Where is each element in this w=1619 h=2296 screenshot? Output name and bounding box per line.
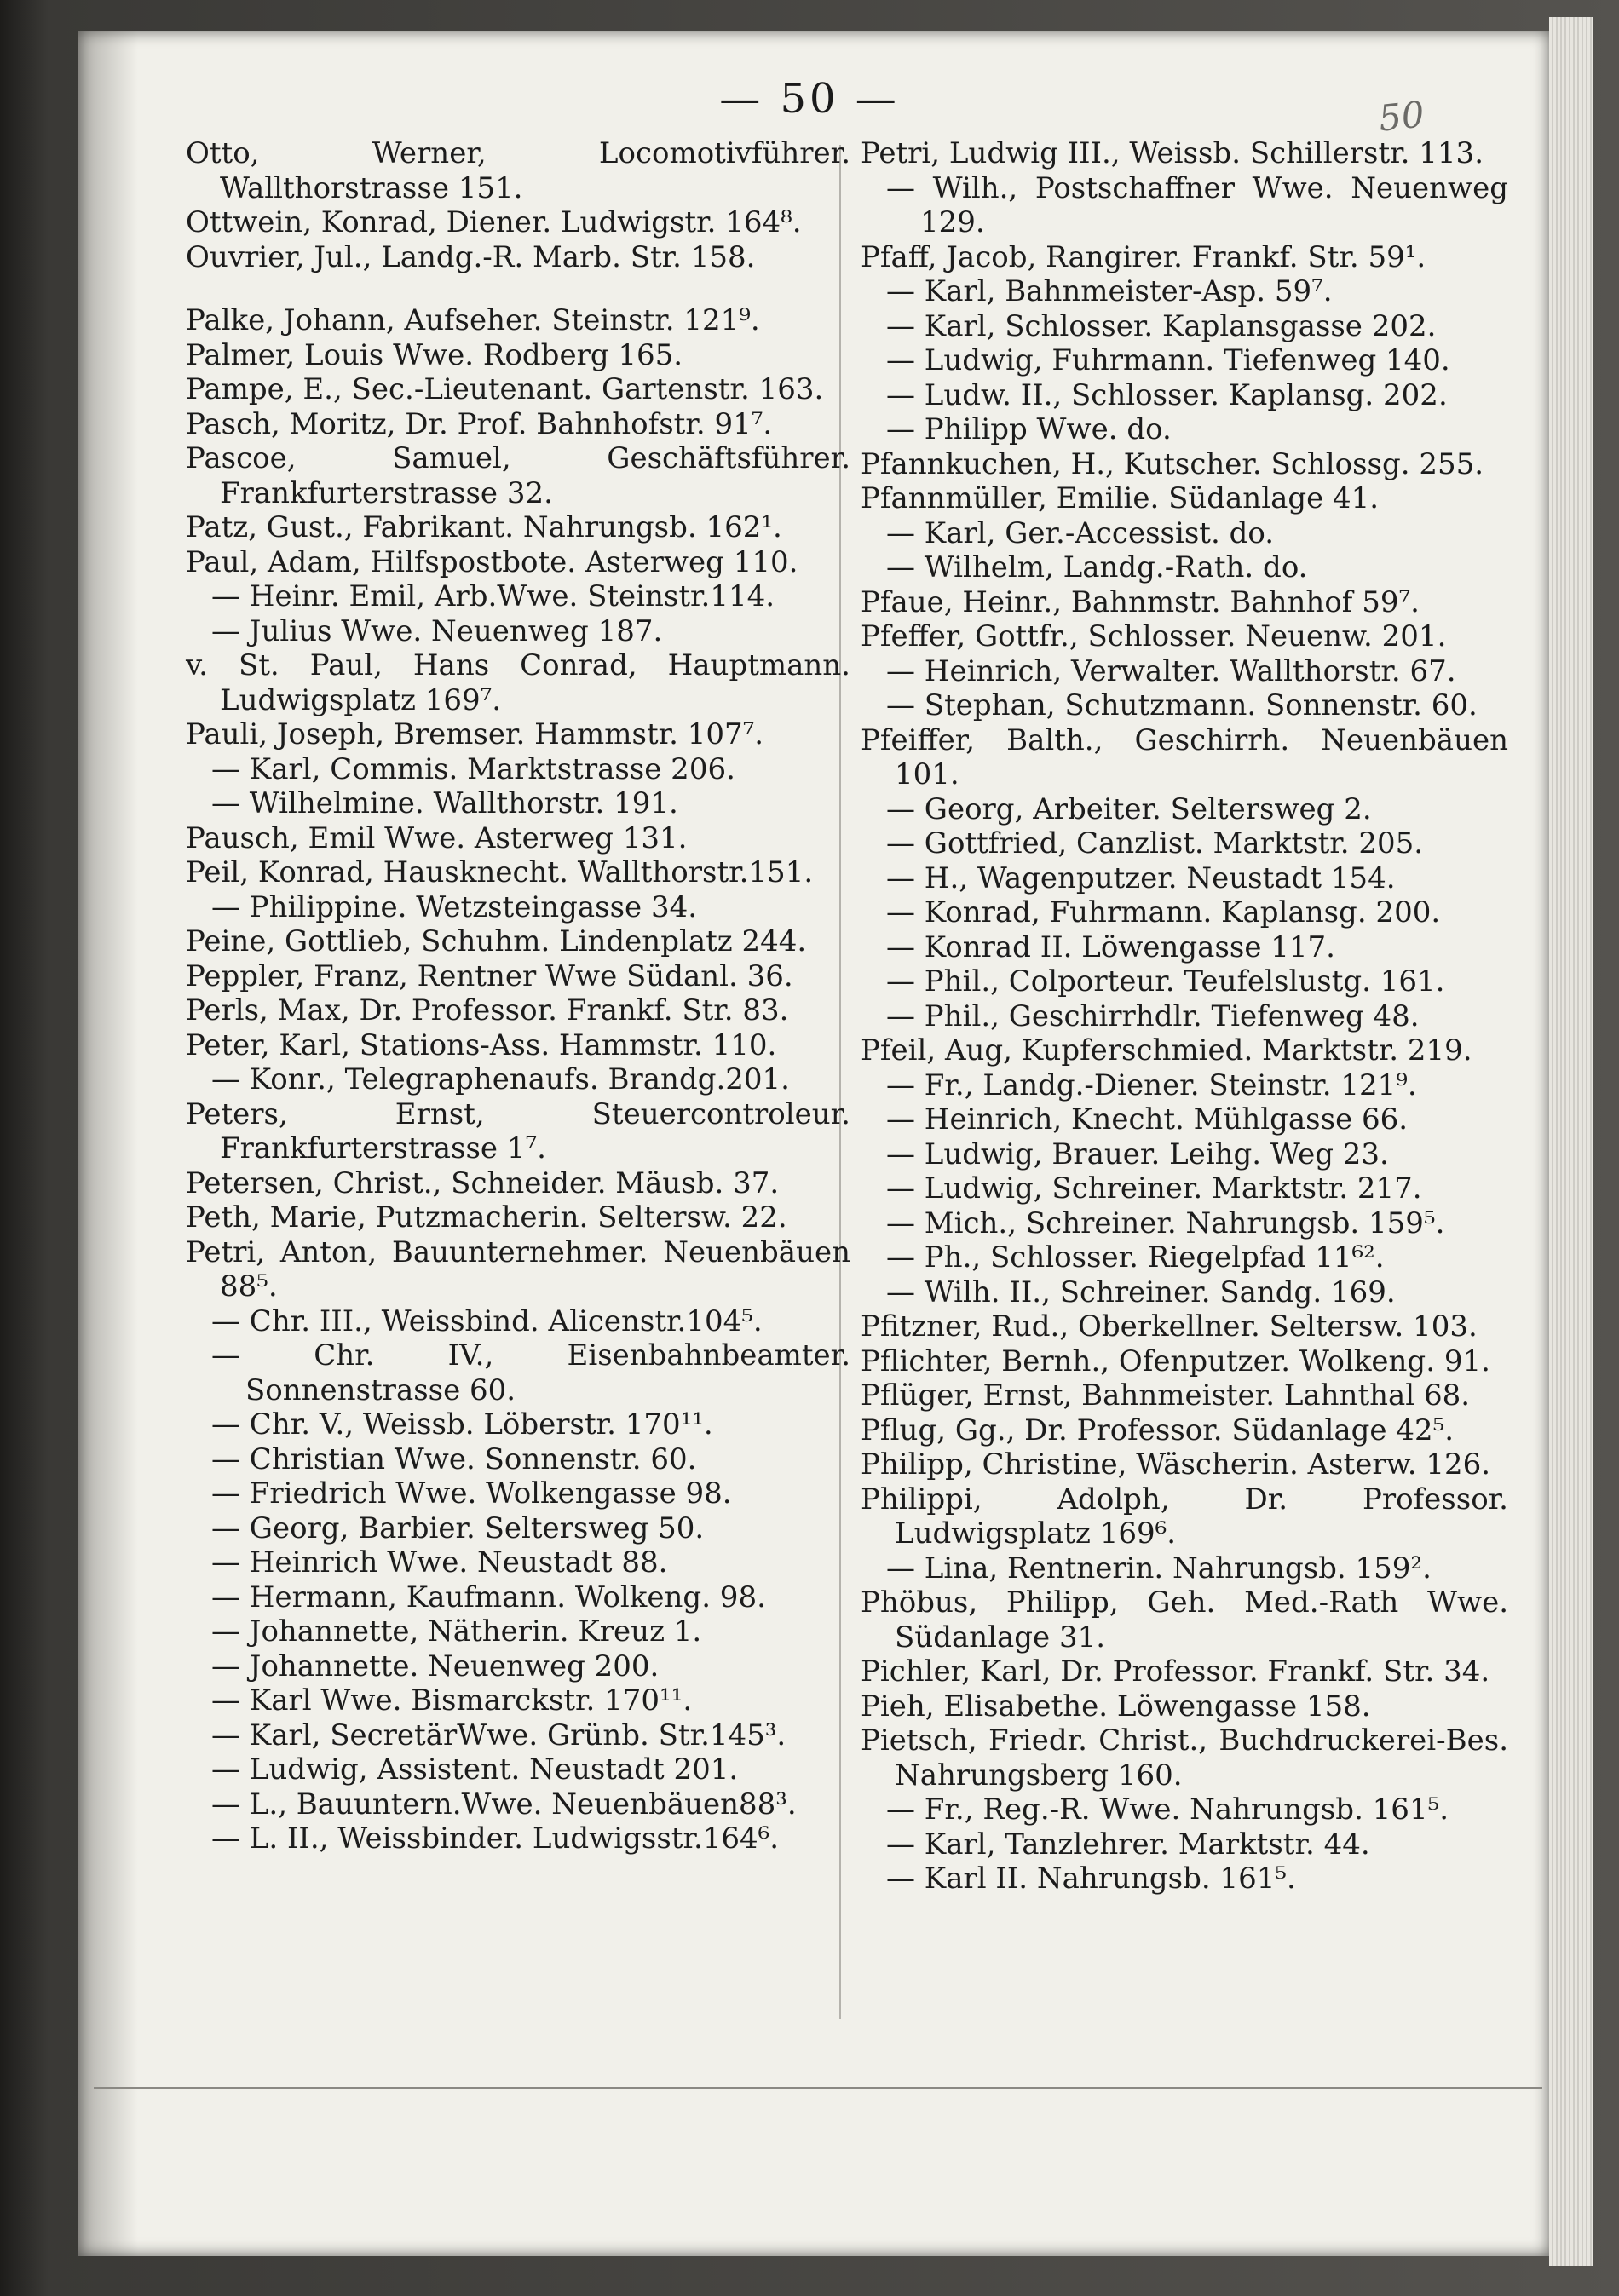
left-column xyxy=(186,136,850,1856)
directory-entry: — Georg, Barbier. Seltersweg 50. xyxy=(211,1511,705,1545)
directory-entry: — Mich., Schreiner. Nahrungsb. 159⁵. xyxy=(886,1206,1445,1240)
directory-entry: — Chr. III., Weissbind. Alicenstr.104⁵. xyxy=(211,1303,763,1338)
gutter-shadow xyxy=(78,31,138,2256)
directory-entry: — L. II., Weissbinder. Ludwigsstr.164⁶. xyxy=(211,1821,780,1856)
page-header: — 50 — xyxy=(719,75,900,123)
directory-entry: — Johannette, Nätherin. Kreuz 1. xyxy=(211,1614,702,1649)
directory-entry: Peppler, Franz, Rentner Wwe Südanl. 36. xyxy=(186,958,793,993)
directory-entry: Peil, Konrad, Hausknecht. Wallthorstr.151. xyxy=(186,855,814,889)
directory-entry: Palke, Johann, Aufseher. Steinstr. 121⁹. xyxy=(186,303,760,337)
directory-entry: — Philippine. Wetzsteingasse 34. xyxy=(211,889,698,924)
directory-entry: — Ludw. II., Schlosser. Kaplansg. 202. xyxy=(886,377,1448,412)
directory-entry: — Karl, Schlosser. Kaplansgasse 202. xyxy=(886,308,1437,343)
directory-entry: — Lina, Rentnerin. Nahrungsb. 159². xyxy=(886,1551,1432,1585)
directory-entry: — Ph., Schlosser. Riegelpfad 11⁶². xyxy=(886,1240,1385,1275)
directory-entry: Pflüger, Ernst, Bahnmeister. Lahnthal 68. xyxy=(861,1378,1471,1413)
directory-entry: Ottwein, Konrad, Diener. Ludwigstr. 164⁸. xyxy=(186,205,802,239)
directory-entry: Pietsch, Friedr. Christ., Buchdruckerei-Bes. Nahrungsberg 160. xyxy=(861,1723,1508,1792)
directory-entry: — Karl, Tanzlehrer. Marktstr. 44. xyxy=(886,1827,1370,1862)
directory-entry: v. St. Paul, Hans Conrad, Hauptmann. Ludwigsplatz 169⁷. xyxy=(186,648,850,717)
directory-entry: Petri, Anton, Bauunternehmer. Neuenbäuen 88⁵. xyxy=(186,1234,850,1303)
directory-entry: Pichler, Karl, Dr. Professor. Frankf. Str. 34. xyxy=(861,1654,1490,1689)
directory-entry: Philippi, Adolph, Dr. Professor. Ludwigsplatz 169⁶. xyxy=(861,1482,1508,1551)
directory-entry: Petersen, Christ., Schneider. Mäusb. 37. xyxy=(186,1165,780,1200)
directory-entry: — Fr., Reg.-R. Wwe. Nahrungsb. 161⁵. xyxy=(886,1792,1449,1827)
directory-entry: Peter, Karl, Stations-Ass. Hammstr. 110. xyxy=(186,1027,777,1062)
directory-entry: — Ludwig, Assistent. Neustadt 201. xyxy=(211,1752,739,1787)
directory-entry: Pflug, Gg., Dr. Professor. Südanlage 42⁵. xyxy=(861,1413,1455,1447)
directory-entry: — Karl, Ger.-Accessist. do. xyxy=(886,515,1275,550)
directory-entry: Petri, Ludwig III., Weissb. Schillerstr. 113. xyxy=(861,136,1484,170)
directory-entry: — Wilh., Postschaffner Wwe. Neuenweg 129. xyxy=(886,170,1508,239)
directory-entry: — Heinrich Wwe. Neustadt 88. xyxy=(211,1545,668,1580)
directory-entry: — Karl Wwe. Bismarckstr. 170¹¹. xyxy=(211,1683,693,1718)
directory-entry: Pfeiffer, Balth., Geschirrh. Neuenbäuen 101. xyxy=(861,722,1508,791)
directory-entry: — Karl, Commis. Marktstrasse 206. xyxy=(211,751,735,786)
page-stack-edge xyxy=(1549,17,1593,2266)
directory-entry: Perls, Max, Dr. Professor. Frankf. Str. 83. xyxy=(186,993,789,1027)
directory-entry: — Christian Wwe. Sonnenstr. 60. xyxy=(211,1441,697,1476)
directory-entry: Pausch, Emil Wwe. Asterweg 131. xyxy=(186,820,688,855)
directory-entry: — L., Bauuntern.Wwe. Neuenbäuen88³. xyxy=(211,1787,797,1821)
directory-entry: — Konrad, Fuhrmann. Kaplansg. 200. xyxy=(886,895,1441,929)
directory-entry: — Karl II. Nahrungsb. 161⁵. xyxy=(886,1862,1296,1896)
directory-entry: — Chr. V., Weissb. Löberstr. 170¹¹. xyxy=(211,1407,713,1441)
directory-entry: Pieh, Elisabethe. Löwengasse 158. xyxy=(861,1689,1371,1723)
directory-entry: — Gottfried, Canzlist. Marktstr. 205. xyxy=(886,826,1424,860)
directory-entry: Pfitzner, Rud., Oberkellner. Seltersw. 103. xyxy=(861,1309,1478,1344)
directory-entry: Pfaue, Heinr., Bahnmstr. Bahnhof 59⁷. xyxy=(861,584,1420,619)
directory-entry: — Stephan, Schutzmann. Sonnenstr. 60. xyxy=(886,688,1478,722)
directory-entry: — Wilhelm, Landg.-Rath. do. xyxy=(886,550,1308,584)
directory-entry: — Georg, Arbeiter. Seltersweg 2. xyxy=(886,791,1372,826)
directory-entry: — H., Wagenputzer. Neustadt 154. xyxy=(886,860,1396,895)
directory-entry: — Ludwig, Schreiner. Marktstr. 217. xyxy=(886,1171,1422,1206)
directory-entry: Peters, Ernst, Steuercontroleur. Frankfurterstrasse 1⁷. xyxy=(186,1096,850,1165)
right-column xyxy=(861,136,1508,1896)
directory-entry: Pampe, E., Sec.-Lieutenant. Gartenstr. 163. xyxy=(186,372,824,406)
directory-entry: Phöbus, Philipp, Geh. Med.-Rath Wwe. Südanlage 31. xyxy=(861,1585,1508,1654)
directory-entry: Ouvrier, Jul., Landg.-R. Marb. Str. 158. xyxy=(186,239,756,274)
directory-entry: Philipp, Christine, Wäscherin. Asterw. 126. xyxy=(861,1447,1491,1482)
directory-entry: Pfannkuchen, H., Kutscher. Schlossg. 255. xyxy=(861,446,1484,481)
directory-entry: — Phil., Geschirrhdlr. Tiefenweg 48. xyxy=(886,998,1420,1033)
directory-entry: Paul, Adam, Hilfspostbote. Asterweg 110. xyxy=(186,544,798,579)
directory-entry: Otto, Werner, Locomotivführer. Wallthorstrasse 151. xyxy=(186,136,850,205)
directory-entry: Patz, Gust., Fabrikant. Nahrungsb. 162¹. xyxy=(186,510,782,544)
directory-entry: Pfaff, Jacob, Rangirer. Frankf. Str. 59¹. xyxy=(861,239,1426,274)
directory-entry: — Johannette. Neuenweg 200. xyxy=(211,1649,660,1683)
directory-entry: — Wilh. II., Schreiner. Sandg. 169. xyxy=(886,1275,1396,1309)
directory-entry: — Fr., Landg.-Diener. Steinstr. 121⁹. xyxy=(886,1067,1417,1102)
directory-entry: — Friedrich Wwe. Wolkengasse 98. xyxy=(211,1476,732,1511)
directory-entry: Pauli, Joseph, Bremser. Hammstr. 107⁷. xyxy=(186,717,764,751)
directory-entry: — Chr. IV., Eisenbahnbeamter. Sonnenstrasse 60. xyxy=(211,1338,850,1407)
directory-entry: Pfeil, Aug, Kupferschmied. Marktstr. 219. xyxy=(861,1033,1472,1067)
directory-entry: Pflichter, Bernh., Ofenputzer. Wolkeng. 91. xyxy=(861,1344,1490,1378)
directory-entry: — Konrad II. Löwengasse 117. xyxy=(886,929,1335,964)
directory-entry: — Konr., Telegraphenaufs. Brandg.201. xyxy=(211,1062,790,1096)
directory-entry: — Heinrich, Verwalter. Wallthorstr. 67. xyxy=(886,653,1456,688)
directory-entry: Peth, Marie, Putzmacherin. Seltersw. 22. xyxy=(186,1200,787,1234)
directory-entry: — Heinrich, Knecht. Mühlgasse 66. xyxy=(886,1102,1409,1136)
directory-entry: — Karl, Bahnmeister-Asp. 59⁷. xyxy=(886,274,1333,308)
directory-entry: Pasch, Moritz, Dr. Prof. Bahnhofstr. 91⁷. xyxy=(186,406,773,441)
directory-entry: — Ludwig, Fuhrmann. Tiefenweg 140. xyxy=(886,343,1450,377)
directory-entry: Pfeffer, Gottfr., Schlosser. Neuenw. 201. xyxy=(861,619,1447,653)
directory-entry: Pfannmüller, Emilie. Südanlage 41. xyxy=(861,481,1380,515)
directory-entry: Pascoe, Samuel, Geschäftsführer. Frankfurterstrasse 32. xyxy=(186,441,850,510)
directory-entry: Peine, Gottlieb, Schuhm. Lindenplatz 244. xyxy=(186,924,807,958)
bottom-rule xyxy=(94,2087,1542,2089)
directory-entry: — Julius Wwe. Neuenweg 187. xyxy=(211,613,663,648)
pencil-page-number: 50 xyxy=(1376,93,1426,140)
directory-entry: — Philipp Wwe. do. xyxy=(886,412,1172,446)
directory-entry: — Karl, SecretärWwe. Grünb. Str.145³. xyxy=(211,1718,786,1752)
directory-entry: — Hermann, Kaufmann. Wolkeng. 98. xyxy=(211,1580,766,1614)
directory-entry: — Wilhelmine. Wallthorstr. 191. xyxy=(211,786,678,820)
directory-entry: Palmer, Louis Wwe. Rodberg 165. xyxy=(186,337,683,372)
directory-entry: — Ludwig, Brauer. Leihg. Weg 23. xyxy=(886,1136,1389,1171)
directory-entry: — Heinr. Emil, Arb.Wwe. Steinstr.114. xyxy=(211,579,775,613)
directory-entry: — Phil., Colporteur. Teufelslustg. 161. xyxy=(886,964,1445,998)
